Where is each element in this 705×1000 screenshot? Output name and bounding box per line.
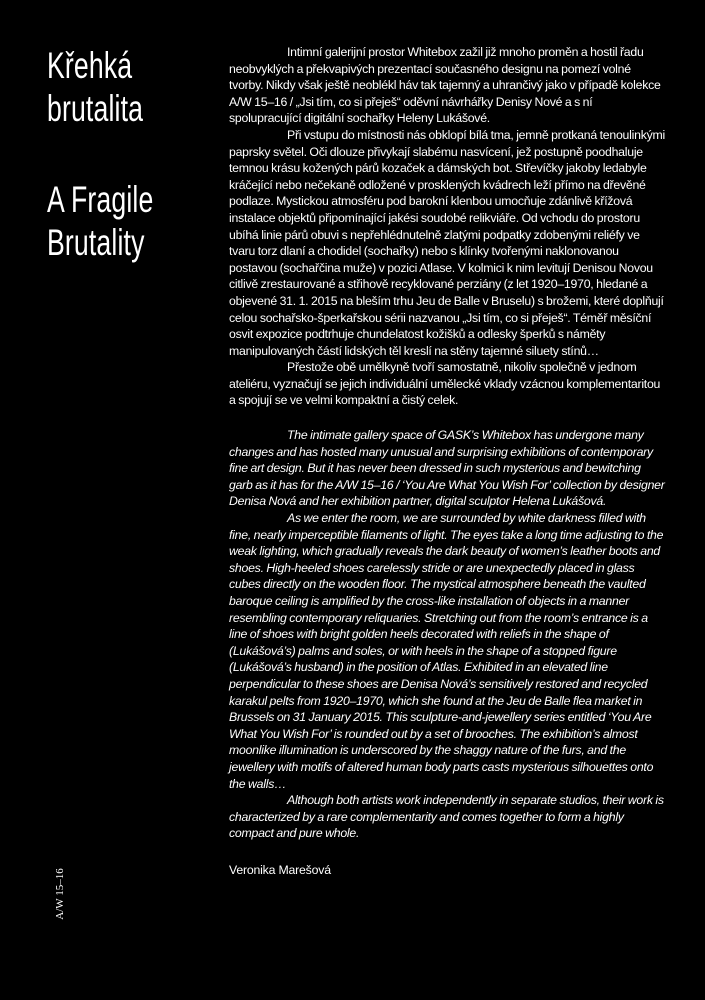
article-title [47,44,169,264]
title-english [47,178,169,264]
season-side-label: A/W 15–16 [54,868,66,920]
article-body [229,44,666,879]
title-czech-line-2: brutalita [47,88,144,129]
title-czech-line-1: Křehká [47,45,133,86]
title-czech [47,44,169,130]
czech-paragraph: Při vstupu do místnosti nás obklopí bílá tma, jemně protkaná tenoulinkými paprsky světel. Oči dlouze přivykají slabému nasvícení, jež postupně poodhaluje temnou krásu kožených párů kozaček a dámských bot. Střevíčky jakoby ledabyle kráčející nebo nečekaně odložené v prosklených kvádrech leží přímo na dřevěné podlaze. Mystickou atmosféru pod barokní klenbou umocňuje zdánlivě křížová instalace objektů připomínající jakési soudobé relikviáře. Od vchodu do prostoru ubíhá linie párů obuvi s nepřehlédnutelně zlatými podpatky zdobenými reliéfy ve tvaru torz dlaní a chodidel (sochařky) nebo s klínky tvořenými naklonovanou postavou (sochařčina muže) v pozici Atlase. V kolmici k nim levitují Denisou Novou citlivě zrestaurované a střihově recyklované perziány (z let 1920–1970, hledané a objevené 31. 1. 2015 na bleším trhu Jeu de Balle v Bruselu) s brožemi, které doplňují celou sochařsko-šperkařskou sérii nazvanou „Jsi tím, co si přeješ“. Téměř měsíční osvit expozice podtrhuje chundelatost kožišků a odlesky šperků s náměty manipulovaných částí lidských těl kreslí na stěny tajemné siluety stínů… [229,127,665,358]
czech-paragraph: Přestože obě umělkyně tvoří samostatně, nikoliv společně v jednom ateliéru, vyznačují se jejich individuální umělecké vklady vzácnou komplementaritou a spojují se ve velmi kompaktní a čistý celek. [229,360,661,408]
english-text [229,427,666,842]
english-paragraph: As we enter the room, we are surrounded by white darkness filled with fine, nearly imperceptible filaments of light. The eyes take a long time adjusting to the weak lighting, which gradually reveals the dark beauty of women’s leather boots and shoes. High-heeled shoes carelessly stride or are unexpectedly placed in glass cubes directly on the wooden floor. The mystical atmosphere beneath the vaulted baroque ceiling is amplified by the cross-like installation of objects in a manner resembling contemporary reliquaries. Stretching out from the room’s entrance is a line of shoes with bright golden heels decorated with reliefs in the shape of (Lukášová’s) palms and soles, or with heels in the shape of a stopped figure (Lukášová’s husband) in the position of Atlas. Exhibited in an elevated line perpendicular to these shoes are Denisa Nová’s sensitively restored and recycled karakul pelts from 1920–1970, which she found at the Jeu de Balle flea market in Brussels on 31 January 2015. This sculpture-and-jewellery series entitled ‘You Are What You Wish For’ is rounded out by a set of brooches. The exhibition’s almost moonlike illumination is underscored by the shaggy nature of the furs, and the jewellery with motifs of altered human body parts casts mysterious silhouettes onto the walls… [229,511,664,791]
title-english-line-2: Brutality [47,222,145,263]
czech-text [229,44,666,409]
title-english-line-1: A Fragile [47,179,154,220]
author-name: Veronika Marešová [229,862,331,877]
czech-paragraph: Intimní galerijní prostor Whitebox zažil již mnoho proměn a hostil řadu neobvyklých a překvapivých prezentací současného designu na pomezí volné tvorby. Nikdy však ještě neoblékl háv tak tajemný a uhrančivý jako v případě kolekce A/W 15–16 / „Jsi tím, co si přeješ“ oděvní návrhářky Denisy Nové a s ní spolupracující digitální sochařky Heleny Lukášové. [229,45,661,126]
english-paragraph: Although both artists work independently in separate studios, their work is characterized by a rare complementarity and comes together to form a highly compact and pure whole. [229,793,664,841]
english-paragraph: The intimate gallery space of GASK’s Whitebox has undergone many changes and has hosted many unusual and surprising exhibitions of contemporary fine art design. But it has never been dressed in such mysterious and bewitching garb as it has for the A/W 15–16 / ‘You Are What You Wish For’ collection by designer Denisa Nová and her exhibition partner, digital sculptor Helena Lukášová. [229,428,665,509]
